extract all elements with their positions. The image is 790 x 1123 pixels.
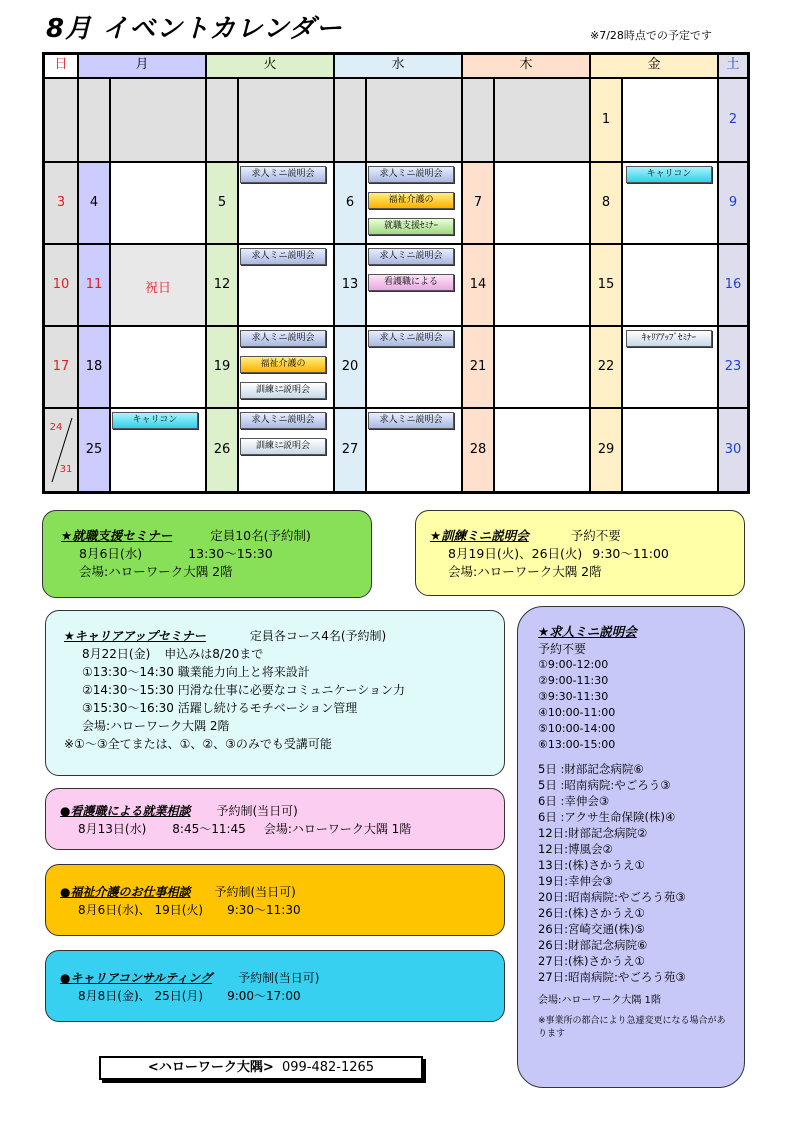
calendar-cell	[366, 78, 462, 162]
event-tag-careerup: ｷｬﾘｱｱｯﾌﾟｾﾐﾅｰ	[626, 330, 712, 347]
day-number: 15	[597, 277, 615, 292]
day-number: 9	[728, 195, 738, 210]
event-tag-career: キャリコン	[112, 412, 198, 429]
kyujin-time-slot: ③9:30-11:30	[538, 690, 609, 703]
weekday-tue: 火	[206, 54, 334, 78]
contact-box	[99, 1056, 423, 1080]
day-number: 17	[52, 359, 70, 374]
calendar-cell	[44, 78, 78, 162]
event-tag-career: キャリコン	[626, 166, 712, 183]
calendar	[42, 52, 750, 494]
kyujin-list-item: 6日 :アクサ生命保険(株)④	[538, 810, 676, 824]
kango-box	[45, 788, 505, 850]
day-number: 1	[601, 112, 611, 127]
page-title: 8月 イベントカレンダー	[46, 14, 343, 44]
calendar-cell	[334, 78, 366, 162]
event-tag-fukushi: 福祉介護の	[368, 192, 454, 209]
careerup-title: ★キャリアアップセミナー	[64, 629, 206, 643]
calendar-cell	[494, 78, 590, 162]
day-number: 25	[85, 442, 103, 457]
careerup-course-1: ①13:30～14:30 職業能力向上と将来設計	[82, 665, 310, 679]
fukushi-date: 8月6日(水)、 19日(火)	[78, 903, 204, 917]
schedule-note: ※7/28時点での予定です	[590, 29, 712, 42]
day-number: 11	[85, 277, 103, 292]
day-number: 16	[724, 277, 742, 292]
day-number: 13	[341, 277, 359, 292]
kango-time: 8:45～11:45	[172, 822, 246, 836]
careerup-note: ※①～③全てまたは、①、②、③のみでも受講可能	[64, 737, 332, 751]
weekday-sat: 土	[718, 54, 748, 78]
calendar-cell	[110, 162, 206, 244]
day-number: 29	[597, 442, 615, 457]
day-number: 19	[213, 359, 231, 374]
kunren-place: 会場:ハローワーク大隅 2階	[448, 564, 602, 579]
fukushi-time: 9:30～11:30	[227, 903, 301, 917]
kango-date: 8月13日(水)	[78, 822, 147, 836]
event-tag-kyujin: 求人ミニ説明会	[240, 412, 326, 429]
day-number: 10	[52, 277, 70, 292]
calendar-cell	[206, 78, 238, 162]
careerup-place: 会場:ハローワーク大隅 2階	[82, 719, 230, 733]
day-number: 4	[89, 195, 99, 210]
kango-place: 会場:ハローワーク大隅 1階	[263, 822, 412, 836]
kyujin-box	[517, 606, 745, 1088]
shushoku-place: 会場:ハローワーク大隅 2階	[79, 564, 233, 579]
fukushi-box	[45, 864, 505, 936]
calendar-cell	[622, 244, 718, 326]
kyujin-list-item: 27日:昭南病院:やごろう苑③	[538, 970, 686, 984]
kyujin-list-item: 6日 :幸伸会③	[538, 794, 610, 808]
kyujin-list-item: 26日:財部記念病院⑥	[538, 938, 648, 952]
day-number: 31	[59, 464, 73, 475]
careerup-box	[45, 610, 505, 776]
weekday-mon: 月	[78, 54, 206, 78]
event-tag-kyujin: 求人ミニ説明会	[368, 248, 454, 265]
career-date: 8月8日(金)、 25日(月)	[78, 989, 204, 1003]
career-title: ●キャリアコンサルティング	[60, 971, 213, 985]
kyujin-time-slot: ①9:00-12:00	[538, 658, 609, 671]
day-number: 20	[341, 359, 359, 374]
day-number: 3	[56, 195, 66, 210]
kyujin-list-item: 26日:宮崎交通(株)⑤	[538, 922, 645, 936]
weekday-sun: 日	[44, 54, 78, 78]
event-tag-kango: 看護職による	[368, 274, 454, 291]
day-number: 24	[49, 422, 63, 433]
day-number: 28	[469, 442, 487, 457]
calendar-cell	[110, 326, 206, 408]
kyujin-time-slot: ②9:00-11:30	[538, 674, 609, 687]
day-number: 23	[724, 359, 742, 374]
kyujin-time-slot: ④10:00-11:00	[538, 706, 616, 719]
kyujin-list-item: 27日:(株)さかうえ①	[538, 954, 645, 968]
day-number: 2	[728, 112, 738, 127]
day-number: 8	[601, 195, 611, 210]
kyujin-place: 会場:ハローワーク大隅 1階	[538, 995, 661, 1006]
kunren-time: 9:30～11:00	[592, 546, 669, 561]
day-number: 30	[724, 442, 742, 457]
careerup-course-2: ②14:30～15:30 円滑な仕事に必要なコミュニケーション力	[82, 683, 406, 697]
shushoku-title: ★就職支援セミナー	[61, 528, 173, 543]
kyujin-time-slot: ⑥13:00-15:00	[538, 738, 616, 751]
event-tag-kyujin: 求人ミニ説明会	[368, 330, 454, 347]
calendar-cell	[494, 162, 590, 244]
event-tag-kyujin: 求人ミニ説明会	[240, 166, 326, 183]
day-number: 5	[217, 195, 227, 210]
event-tag-kyujin: 求人ミニ説明会	[368, 412, 454, 429]
shushoku-time: 13:30～15:30	[188, 546, 273, 561]
kyujin-list-item: 20日:昭南病院:やごろう苑③	[538, 890, 686, 904]
phone-number: 099-482-1265	[281, 1060, 375, 1075]
careerup-apply: 申込みは8/20まで	[164, 647, 264, 661]
day-number: 21	[469, 359, 487, 374]
day-number: 22	[597, 359, 615, 374]
kyujin-list-item: 5日 :昭南病院:やごろう③	[538, 778, 671, 792]
kyujin-time-slot: ⑤10:00-14:00	[538, 722, 616, 735]
event-tag-kunren: 訓練ﾐﾆ説明会	[240, 438, 326, 455]
kyujin-list-item: 5日 :財部記念病院⑥	[538, 762, 644, 776]
office-name: <ハローワーク大隅>	[147, 1060, 274, 1075]
calendar-cell	[494, 326, 590, 408]
split-day-divider	[44, 408, 78, 492]
calendar-cell	[622, 78, 718, 162]
shushoku-box	[42, 510, 372, 598]
calendar-cell	[78, 78, 110, 162]
fukushi-cap: 予約制(当日可)	[214, 885, 296, 899]
kango-cap: 予約制(当日可)	[216, 804, 298, 818]
kyujin-times	[538, 657, 744, 753]
day-number: 18	[85, 359, 103, 374]
calendar-cell	[462, 78, 494, 162]
career-cap: 予約制(当日可)	[238, 971, 320, 985]
event-tag-shushoku: 就職支援ｾﾐﾅｰ	[368, 218, 454, 235]
career-time: 9:00～17:00	[227, 989, 301, 1003]
careerup-date: 8月22日(金)	[82, 647, 151, 661]
event-tag-fukushi: 福祉介護の	[240, 356, 326, 373]
weekday-fri: 金	[590, 54, 718, 78]
event-tag-kunren: 訓練ﾐﾆ説明会	[240, 382, 326, 399]
kyujin-note: ※事業所の都合により急遽変更になる場合があります	[538, 1016, 726, 1039]
calendar-cell	[110, 78, 206, 162]
shushoku-cap: 定員10名(予約制)	[210, 528, 311, 543]
kyujin-cap: 予約不要	[538, 642, 587, 656]
kunren-box	[415, 510, 745, 596]
kyujin-list-item: 26日:(株)さかうえ①	[538, 906, 645, 920]
event-tag-kyujin: 求人ミニ説明会	[240, 248, 326, 265]
fukushi-title: ●福祉介護のお仕事相談	[60, 885, 191, 899]
event-tag-kyujin: 求人ミニ説明会	[240, 330, 326, 347]
weekday-wed: 水	[334, 54, 462, 78]
kyujin-list-item: 19日:幸伸会③	[538, 874, 613, 888]
career-box	[45, 950, 505, 1022]
kunren-cap: 予約不要	[570, 528, 621, 543]
event-tag-kyujin: 求人ミニ説明会	[368, 166, 454, 183]
kunren-title: ★訓練ミニ説明会	[430, 528, 529, 543]
kango-title: ●看護職による就業相談	[60, 804, 191, 818]
careerup-course-3: ③15:30～16:30 活躍し続けるモチベーション管理	[82, 701, 358, 715]
kyujin-title: ★求人ミニ説明会	[538, 624, 637, 639]
shushoku-date: 8月6日(水)	[79, 546, 143, 561]
day-number: 14	[469, 277, 487, 292]
careerup-cap: 定員各コース4名(予約制)	[249, 629, 387, 643]
kyujin-list	[538, 761, 744, 985]
day-number: 6	[345, 195, 355, 210]
day-number: 27	[341, 442, 359, 457]
kyujin-list-item: 12日:財部記念病院②	[538, 826, 648, 840]
kyujin-list-item: 13日:(株)さかうえ①	[538, 858, 645, 872]
calendar-cell	[622, 408, 718, 492]
day-number: 7	[473, 195, 483, 210]
weekday-thu: 木	[462, 54, 590, 78]
day-number: 26	[213, 442, 231, 457]
calendar-cell	[238, 78, 334, 162]
calendar-cell	[494, 244, 590, 326]
kyujin-list-item: 12日:博風会②	[538, 842, 613, 856]
day-number: 12	[213, 277, 231, 292]
holiday-label: 祝日	[144, 281, 171, 296]
calendar-cell	[494, 408, 590, 492]
kunren-date: 8月19日(火)、26日(火)	[448, 546, 583, 561]
